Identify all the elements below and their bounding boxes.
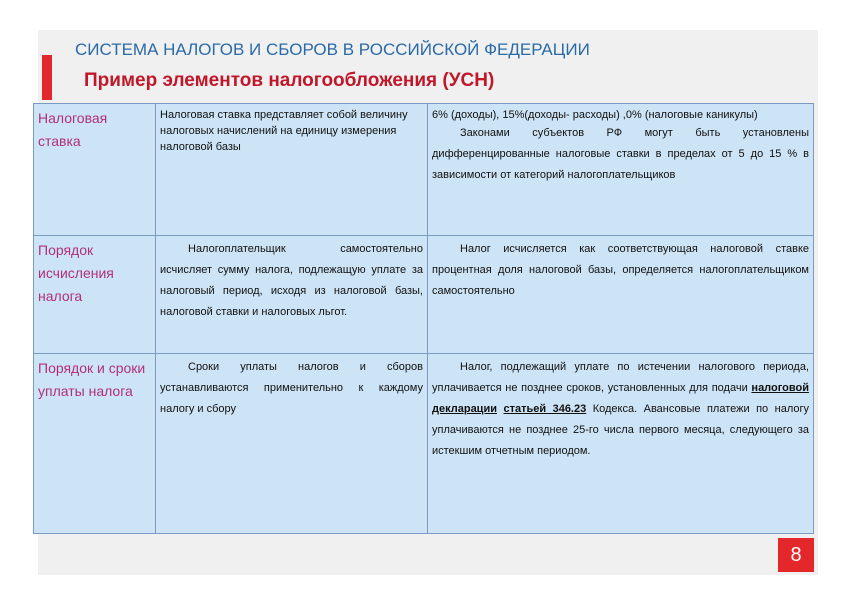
table-row	[34, 236, 814, 354]
payment-usn	[432, 357, 809, 462]
cell-usn	[428, 104, 814, 236]
cell-definition	[156, 236, 428, 354]
tax-rate-definition: Налоговая ставка представляет собой величину налоговых начислений на единицу измерения налоговой базы	[160, 109, 408, 153]
payment-text-1: Налог, подлежащий уплате по истечении налогового периода, уплачивается не позднее сроков, установленных для подачи	[432, 361, 809, 394]
tax-declaration-link[interactable]: налоговой декларации	[432, 382, 809, 415]
calculation-definition: Налогоплательщик самостоятельно исчисляет сумму налога, подлежащую уплате за налоговый период, исходя из налоговой базы, налоговой ставки и налоговых льгот.	[160, 243, 423, 318]
tax-elements-table	[33, 103, 814, 534]
cell-usn	[428, 236, 814, 354]
row-head-calculation: Порядок исчисления налога	[34, 236, 156, 354]
cell-definition	[156, 354, 428, 534]
cell-usn	[428, 354, 814, 534]
slide-title: СИСТЕМА НАЛОГОВ И СБОРОВ В РОССИЙСКОЙ ФЕДЕРАЦИИ	[75, 40, 590, 59]
article-346-23-link[interactable]: статьей 346.23	[503, 403, 587, 415]
row-head-payment: Порядок и сроки уплаты налога	[34, 354, 156, 534]
table-row	[34, 104, 814, 236]
calculation-usn: Налог исчисляется как соответствующая налоговой ставке процентная доля налоговой базы, определяется налогоплательщиком самостоятельно	[432, 243, 809, 297]
slide-subtitle: Пример элементов налогообложения (УСН)	[84, 70, 495, 91]
tax-rate-regional-note: Законами субъектов РФ могут быть установлены дифференцированные налоговые ставки в пределах от 5 до 15 % в зависимости от категорий налогоплательщиков	[432, 127, 809, 181]
page-number-badge: 8	[778, 538, 814, 572]
row-head-tax-rate: Налоговая ставка	[34, 104, 156, 236]
cell-definition	[156, 104, 428, 236]
payment-text-3: Кодекса. Авансовые платежи по налогу уплачиваются не позднее 25-го числа первого месяца, следующего за истекшим отчетным периодом.	[432, 403, 810, 457]
table-row	[34, 354, 814, 534]
accent-bar-left	[42, 55, 52, 100]
tax-rate-values: 6% (доходы), 15%(доходы- расходы) ,0% (налоговые каникулы)	[432, 109, 758, 121]
payment-definition: Сроки уплаты налогов и сборов устанавливаются применительно к каждому налогу и сбору	[160, 361, 423, 415]
